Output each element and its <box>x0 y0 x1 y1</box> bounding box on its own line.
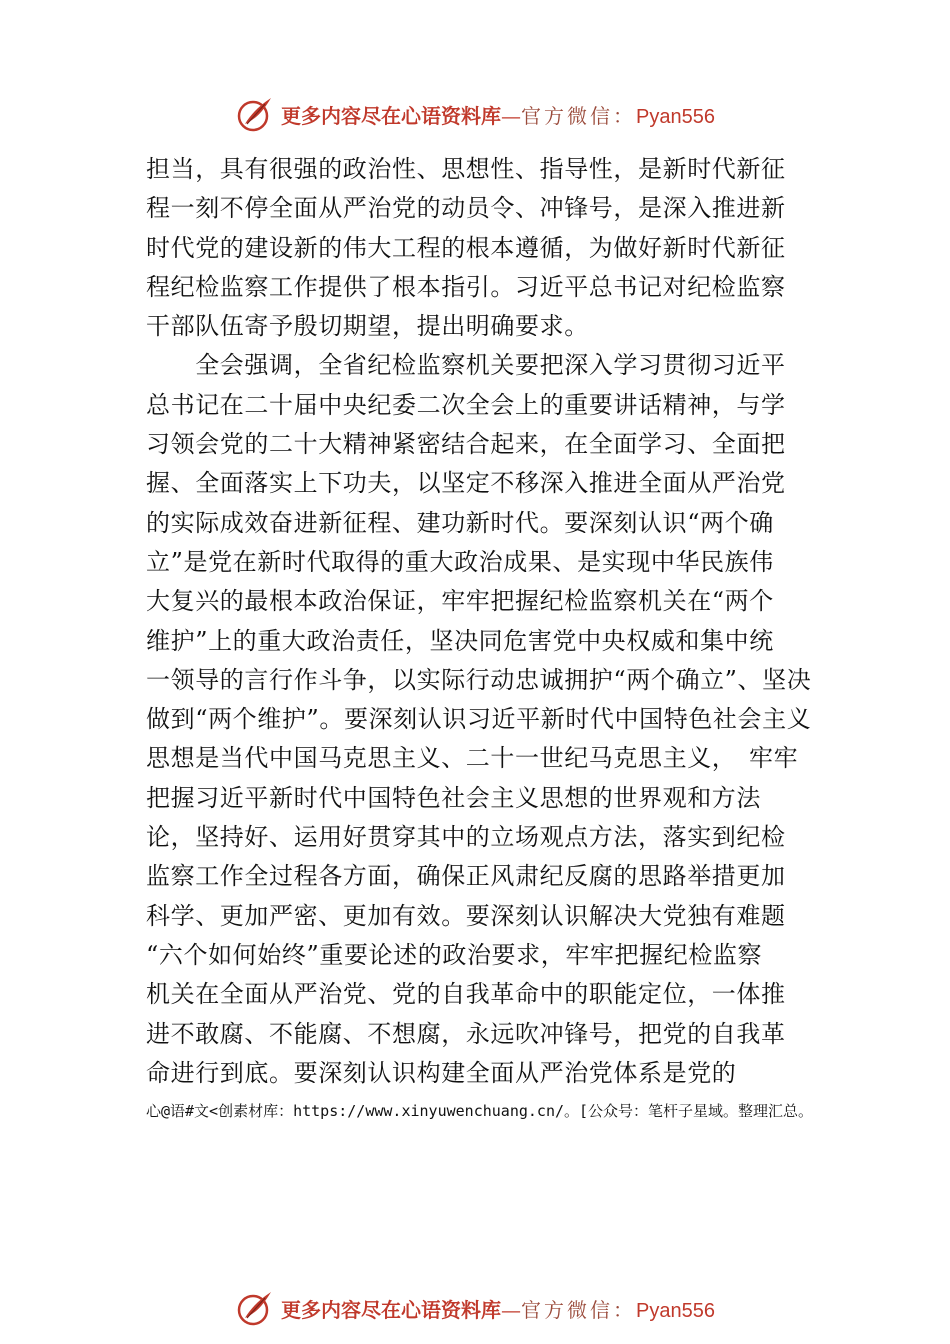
text-line: 把握习近平新时代中国特色社会主义思想的世界观和方法 <box>146 783 761 812</box>
banner-wechat-id: Pyan556 <box>636 105 715 128</box>
banner-wechat-label: 官方微信： <box>521 1297 637 1322</box>
footer-banner <box>0 1286 950 1330</box>
text-line: 进不敢腐、不能腐、不想腐，永远吹冲锋号，把党的自我革 <box>146 1019 786 1048</box>
banner-separator: — <box>501 1297 522 1322</box>
banner-text <box>281 1294 715 1323</box>
text-line: 程纪检监察工作提供了根本指引。习近平总书记对纪检监察 <box>146 272 786 301</box>
banner-text <box>281 100 715 129</box>
text-line: 立”是党在新时代取得的重大政治成果、是实现中华民族伟 <box>146 547 774 576</box>
text-line: “六个如何始终”重要论述的政治要求，牢牢把握纪检监察 <box>146 940 763 969</box>
header-banner <box>0 92 950 136</box>
text-line: 握、全面落实上下功夫，以坚定不移深入推进全面从严治党 <box>146 469 786 498</box>
source-footnote: 心@语#文<创素材库：https://www.xinyuwenchuang.cn/。[公众号：笔杆子星域。整理汇总。 <box>146 1102 814 1120</box>
text-line: 机关在全面从严治党、党的自我革命中的职能定位，一体推 <box>146 980 786 1009</box>
text-line: 论，坚持好、运用好贯穿其中的立场观点方法，落实到纪检 <box>146 823 786 852</box>
document-body <box>146 150 812 1093</box>
feather-quill-logo-icon <box>235 1288 275 1328</box>
text-line: 维护”上的重大政治责任，坚决同危害党中央权威和集中统 <box>146 626 774 655</box>
text-line: 担当，具有很强的政治性、思想性、指导性，是新时代新征 <box>146 155 786 183</box>
banner-brand: 更多内容尽在心语资料库 <box>281 103 502 128</box>
text-line: 科学、更加严密、更加有效。要深刻认识解决大党独有难题 <box>146 901 786 930</box>
text-line: 的实际成效奋进新征程、建功新时代。要深刻认识“两个确 <box>146 508 774 537</box>
text-line: 全会强调，全省纪检监察机关要把深入学习贯彻习近平 <box>146 351 786 380</box>
text-line: 程一刻不停全面从严治党的动员令、冲锋号，是深入推进新 <box>146 194 786 223</box>
text-line: 总书记在二十届中央纪委二次全会上的重要讲话精神，与学 <box>146 390 786 419</box>
text-line: 监察工作全过程各方面，确保正风肃纪反腐的思路举措更加 <box>146 862 786 891</box>
text-line: 习领会党的二十大精神紧密结合起来，在全面学习、全面把 <box>146 430 786 459</box>
banner-wechat-id: Pyan556 <box>636 1299 715 1322</box>
text-line: 思想是当代中国马克思主义、二十一世纪马克思主义， 牢牢 <box>146 744 799 773</box>
banner-brand: 更多内容尽在心语资料库 <box>281 1297 502 1322</box>
text-line: 命进行到底。要深刻认识构建全面从严治党体系是党的 <box>146 1058 737 1087</box>
text-line: 干部队伍寄予殷切期望，提出明确要求。 <box>146 312 589 341</box>
text-line: 一领导的言行作斗争，以实际行动忠诚拥护“两个确立”、坚决 <box>146 665 812 694</box>
text-line: 做到“两个维护”。要深刻认识习近平新时代中国特色社会主义 <box>146 705 812 734</box>
banner-separator: — <box>501 103 522 128</box>
banner-wechat-label: 官方微信： <box>521 103 637 128</box>
text-line: 时代党的建设新的伟大工程的根本遵循，为做好新时代新征 <box>146 233 786 262</box>
feather-quill-logo-icon <box>235 94 275 134</box>
text-line: 大复兴的最根本政治保证，牢牢把握纪检监察机关在“两个 <box>146 587 774 616</box>
